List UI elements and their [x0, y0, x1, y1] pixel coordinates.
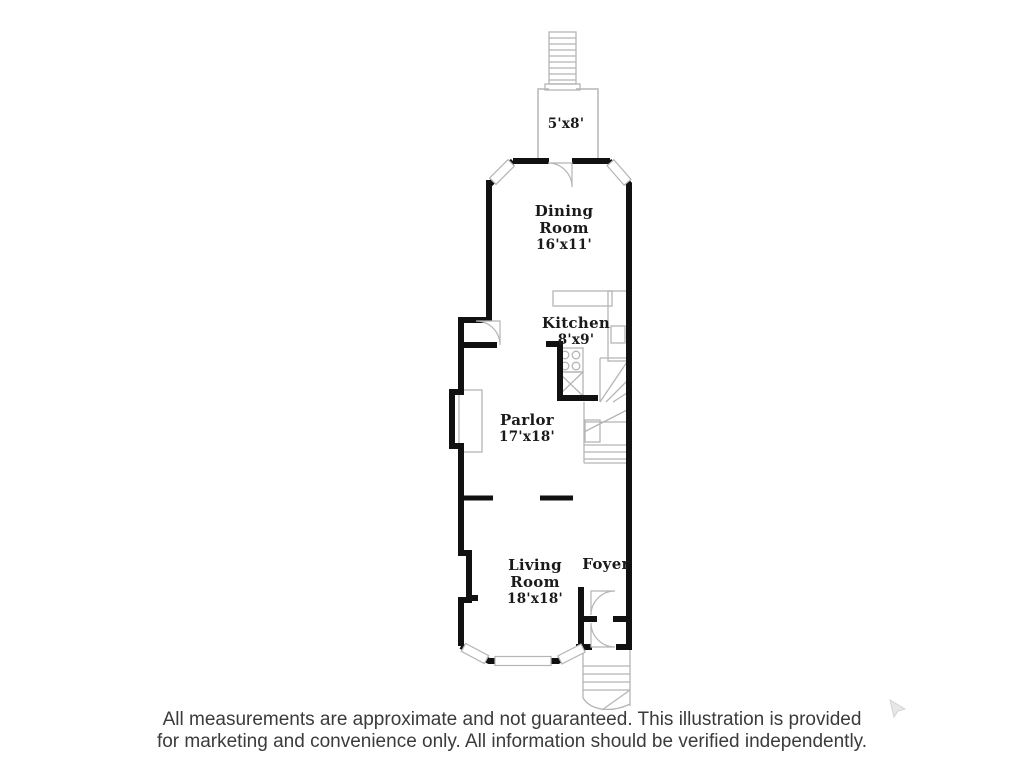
- door-front-entry: [591, 623, 615, 647]
- window-bay-bottom-center: [495, 657, 551, 666]
- room-label-kitchen: Kitchen 8'x9': [541, 314, 611, 348]
- entry-stoop: [583, 648, 630, 710]
- exterior-stairs-top: [545, 32, 580, 90]
- window-bay-bottom-right: [558, 644, 585, 664]
- wall-kitchen: [546, 344, 598, 398]
- fireplace: [459, 390, 482, 452]
- window-bay-top-left: [490, 160, 515, 185]
- kitchen-sink: [611, 326, 625, 343]
- interior-stairs: [584, 358, 627, 463]
- room-label-parlor: Parlor 17'x18': [499, 411, 555, 445]
- wall-east: [609, 161, 629, 648]
- disclaimer-text: [0, 709, 1024, 753]
- room-label-foyer: Foyer: [582, 555, 630, 573]
- deck-dims: 5'x8': [547, 116, 585, 132]
- room-label-living-room: Living Room 18'x18': [507, 556, 563, 607]
- room-label-deck: [548, 116, 585, 133]
- door-dining-entry: [548, 163, 572, 187]
- room-label-dining-room: Dining Room 16'x11': [534, 202, 594, 253]
- door-foyer-inner: [591, 591, 615, 615]
- window-bay-bottom-left: [461, 643, 488, 663]
- door-parlor: [476, 321, 500, 345]
- disclaimer-line-2: for marketing and convenience only. All information should be verified independently.: [156, 731, 868, 752]
- disclaimer-line-1: All measurements are approximate and not guaranteed. This illustration is provided: [162, 709, 862, 730]
- window-bay-top-right: [607, 160, 631, 186]
